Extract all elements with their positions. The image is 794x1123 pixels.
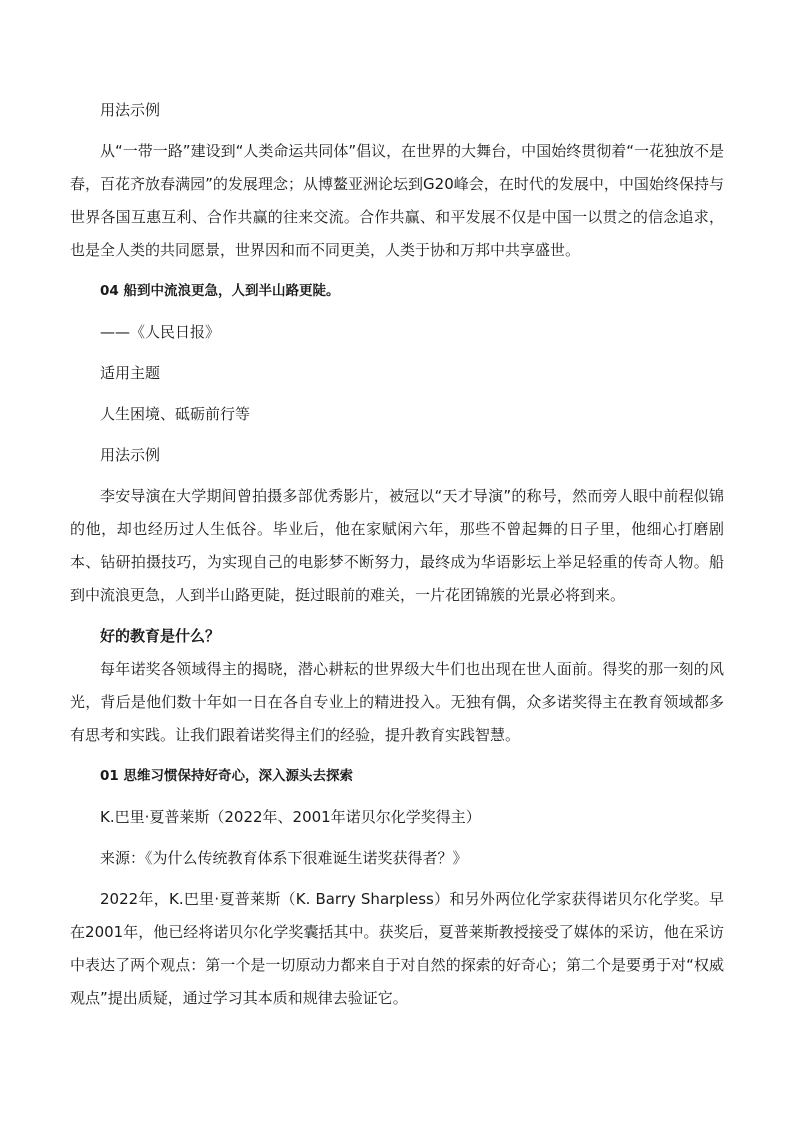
paragraph-belt-and-road: 从“一带一路”建设到“人类命运共同体”倡议，在世界的大舞台，中国始终贯彻着“一花独放不是春，百花齐放春满园”的发展理念；从博鳌亚洲论坛到G20峰会，在时代的发展中，中国始终保持与世界各国互惠互利、合作共赢的往来交流。合作共赢、和平发展不仅是中国一以贯之的信念追求，也是全人类的共同愿景，世界因和而不同更美，人类于协和万邦中共享盛世。 xyxy=(70,142,724,259)
paragraph-ang-lee: 李安导演在大学期间曾拍摄多部优秀影片，被冠以“天才导演”的称号，然而旁人眼中前程似锦的他，却也经历过人生低谷。毕业后，他在家赋闲六年，那些不曾起舞的日子里，他细心打磨剧本、钻研拍摄技巧，为实现自己的电影梦不断努力，最终成为华语影坛上举足轻重的传奇人物。船到中流浪更急，人到半山路更陡，挺过眼前的难关，一片花团锦簇的光景必将到来。 xyxy=(70,487,724,604)
laureate-line: K.巴里·夏普莱斯（2022年、2001年诺贝尔化学奖得主） xyxy=(100,808,481,826)
theme-text: 人生困境、砥砺前行等 xyxy=(100,405,251,423)
article-heading-good-education: 好的教育是什么？ xyxy=(100,627,221,645)
section-label-usage-example-2: 用法示例 xyxy=(100,446,161,464)
quote-source: ——《人民日报》 xyxy=(100,323,221,341)
subheading-01: 01 思维习惯保持好奇心，深入源头去探索 xyxy=(100,768,353,784)
paragraph-sharpless: 2022年，K.巴里·夏普莱斯（K. Barry Sharpless）和另外两位化学家获得诺贝尔化学奖。早在2001年，他已经将诺贝尔化学奖囊括其中。获奖后，夏普莱斯教授接受了媒体的采访，他在采访中表达了两个观点：第一个是一切原动力都来自于对自然的探索的好奇心；第二个是要勇于对“权威观点”提出质疑，通过学习其本质和规律去验证它。 xyxy=(70,890,724,1007)
section-label-usage-example: 用法示例 xyxy=(100,101,161,119)
source-line: 来源：《为什么传统教育体系下很难诞生诺奖获得者？》 xyxy=(100,849,468,867)
quote-heading-04: 04 船到中流浪更急，人到半山路更陡。 xyxy=(100,283,340,299)
document-body xyxy=(70,94,724,1023)
paragraph-nobel-intro: 每年诺奖各领域得主的揭晓，潜心耕耘的世界级大牛们也出现在世人面前。得奖的那一刻的风光，背后是他们数十年如一日在各自专业上的精进投入。无独有偶，众多诺奖得主在教育领域都多有思考和实践。让我们跟着诺奖得主们的经验，提升教育实践智慧。 xyxy=(70,660,724,744)
section-label-theme: 适用主题 xyxy=(100,364,161,382)
